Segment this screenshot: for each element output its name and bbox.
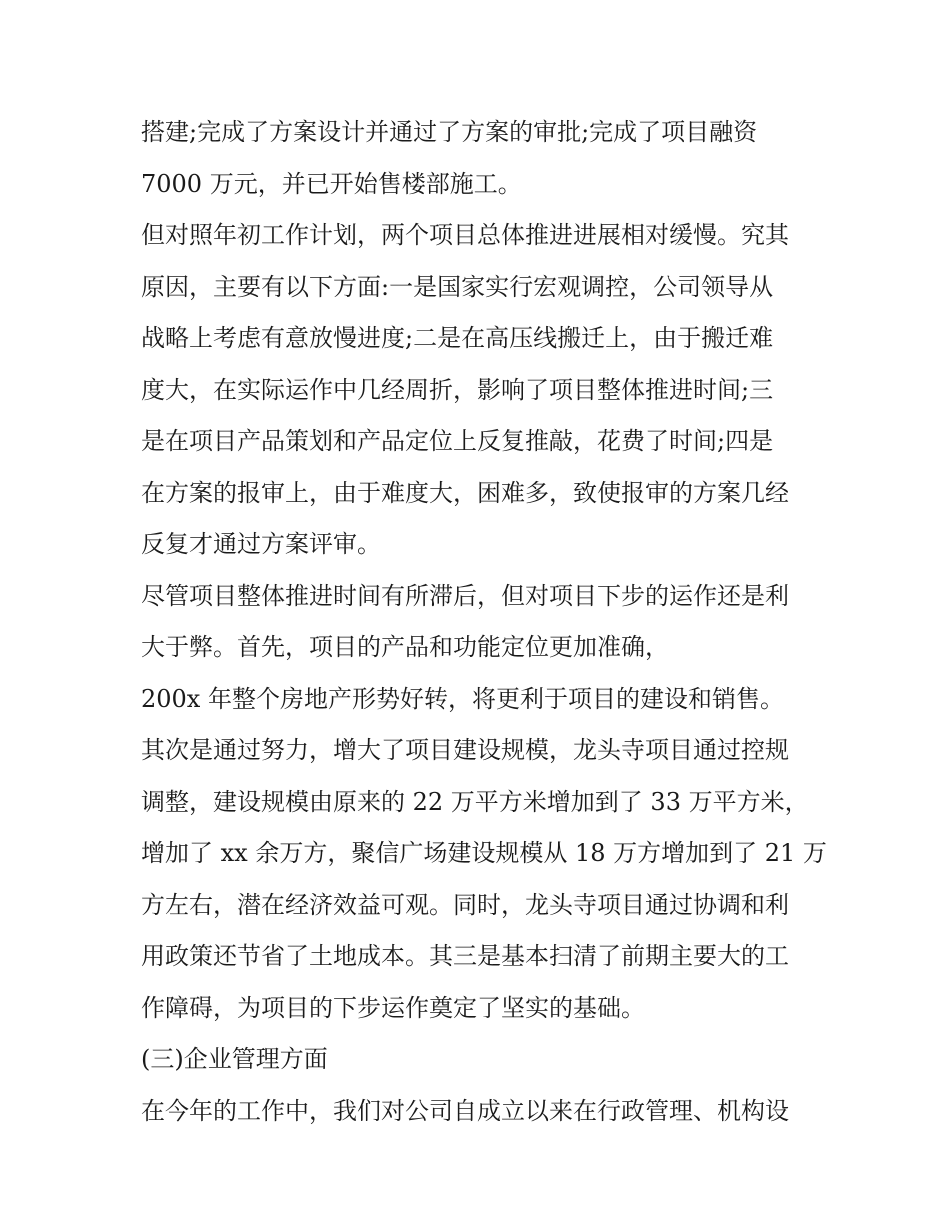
text-line: 搭建;完成了方案设计并通过了方案的审批;完成了项目融资 bbox=[141, 118, 758, 146]
text-line: 尽管项目整体推进时间有所滞后，但对项目下步的运作还是利 bbox=[141, 581, 789, 610]
text-line: 战略上考虑有意放慢进度;二是在高压线搬迁上，由于搬迁难 bbox=[141, 324, 774, 352]
text-line: 作障碍，为项目的下步运作奠定了坚实的基础。 bbox=[141, 993, 645, 1022]
text-line: 反复才通过方案评审。 bbox=[141, 530, 381, 558]
text-line: 方左右，潜在经济效益可观。同时，龙头寺项目通过协调和利 bbox=[141, 890, 789, 919]
text-line: 在今年的工作中，我们对公司自成立以来在行政管理、机构设 bbox=[141, 1096, 789, 1125]
text-line: 大于弊。首先，项目的产品和功能定位更加准确， bbox=[141, 633, 669, 661]
text-line: 7000 万元，并已开始售楼部施工。 bbox=[141, 169, 522, 198]
text-line: 其次是通过努力，增大了项目建设规模，龙头寺项目通过控规 bbox=[141, 736, 789, 764]
text-line: 200x 年整个房地产形势好转，将更利于项目的建设和销售。 bbox=[141, 684, 784, 713]
text-line: 增加了 xx 余万方，聚信广场建设规模从 18 万方增加到了 21 万 bbox=[141, 839, 827, 867]
body-text bbox=[141, 107, 827, 1137]
section-heading: (三)企业管理方面 bbox=[141, 1045, 328, 1073]
text-line: 调整，建设规模由原来的 22 万平方米增加到了 33 万平方米， bbox=[141, 787, 809, 816]
text-line: 用政策还节省了土地成本。其三是基本扫清了前期主要大的工 bbox=[141, 942, 789, 970]
text-line: 度大，在实际运作中几经周折，影响了项目整体推进时间;三 bbox=[141, 375, 774, 404]
text-line: 是在项目产品策划和产品定位上反复推敲，花费了时间;四是 bbox=[141, 427, 774, 455]
text-line: 在方案的报审上，由于难度大，困难多，致使报审的方案几经 bbox=[141, 478, 789, 507]
text-line: 原因，主要有以下方面:一是国家实行宏观调控，公司领导从 bbox=[141, 272, 774, 301]
text-line: 但对照年初工作计划，两个项目总体推进进展相对缓慢。究其 bbox=[141, 221, 789, 249]
